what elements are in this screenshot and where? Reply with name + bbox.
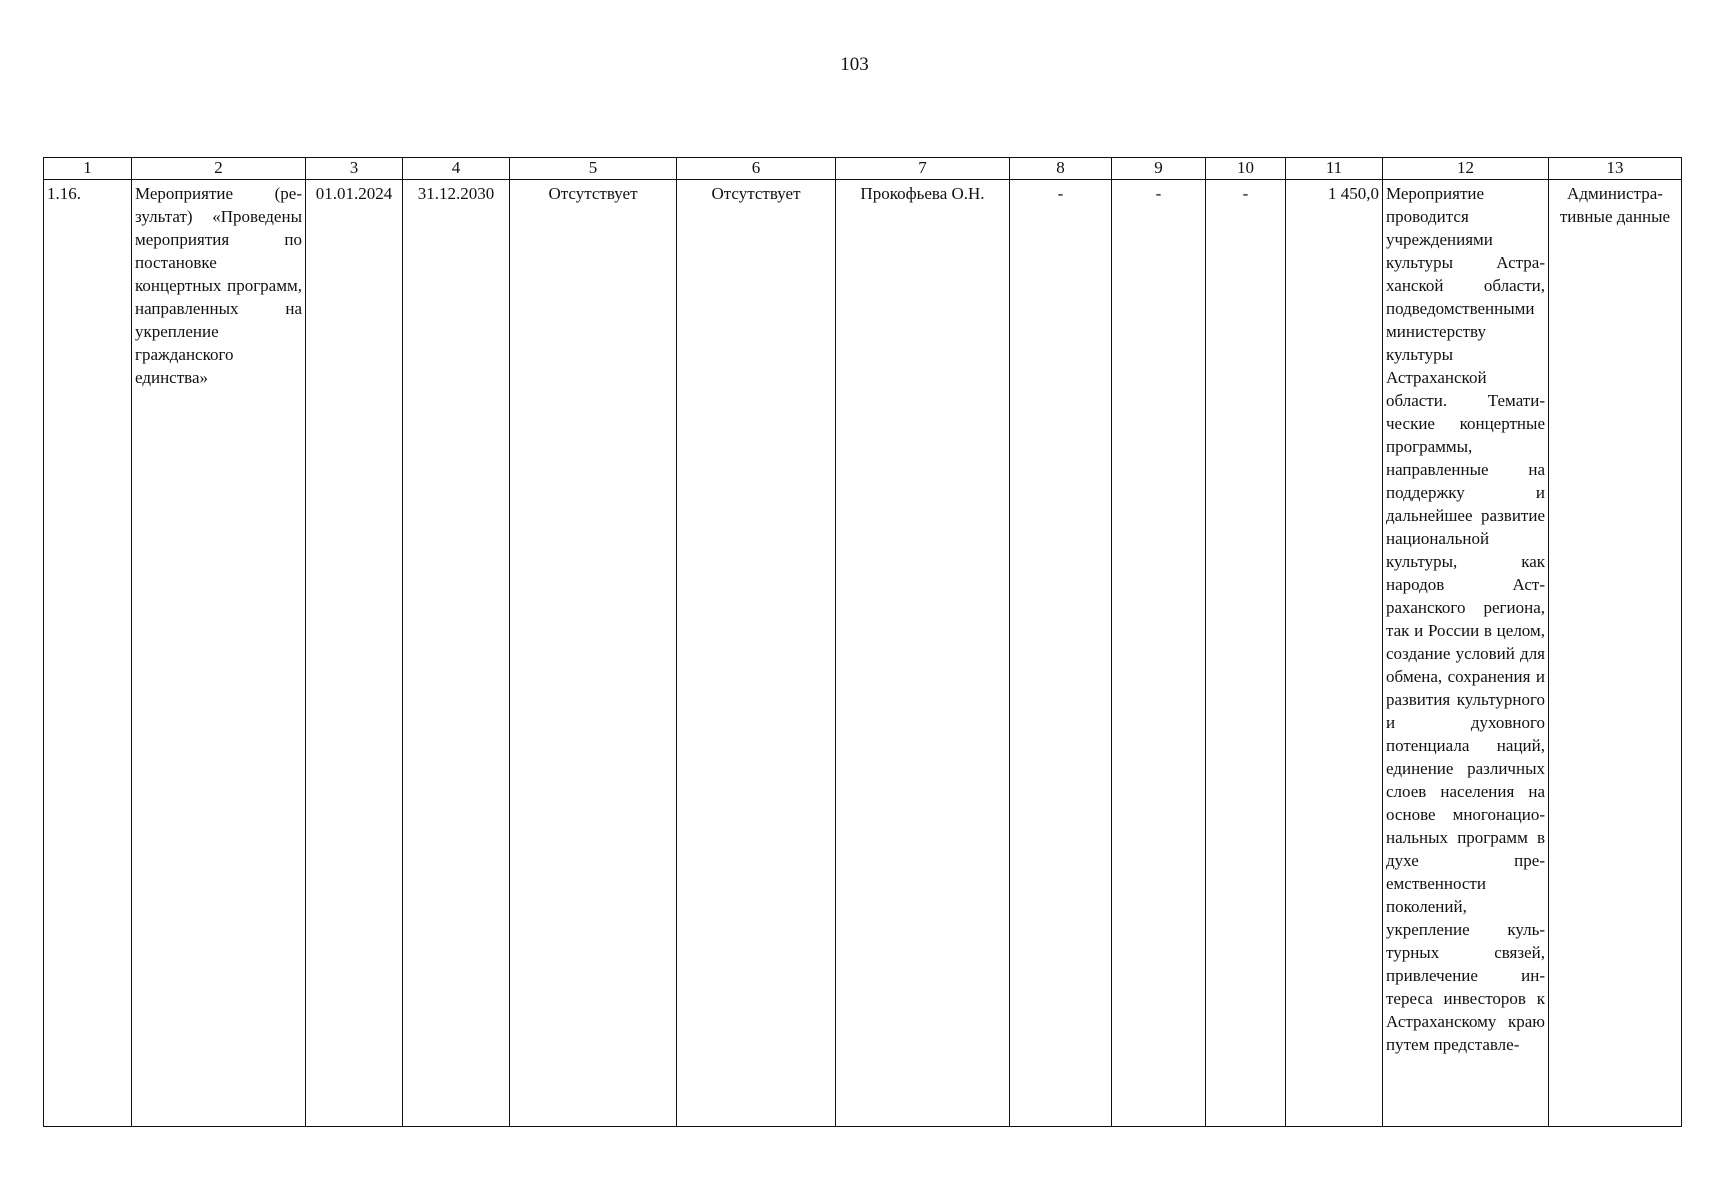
start-date: 01.01.2024 bbox=[306, 180, 403, 1127]
cell-col10: - bbox=[1206, 180, 1286, 1127]
funding-amount: 1 450,0 bbox=[1286, 180, 1383, 1127]
cell-col9: - bbox=[1112, 180, 1206, 1127]
column-header: 8 bbox=[1010, 158, 1112, 180]
cell-col8: - bbox=[1010, 180, 1112, 1127]
row-number: 1.16. bbox=[44, 180, 132, 1127]
column-header: 3 bbox=[306, 158, 403, 180]
header-row bbox=[44, 158, 1682, 180]
column-header: 12 bbox=[1383, 158, 1549, 180]
table-row bbox=[44, 180, 1682, 1127]
event-description: Мероприятие проводится учреждениями культуры Астраханской области, подведомственными министерству культуры Астраханской области. Тематические концертные программы, направленные на поддержку и дальнейшее развитие национальной культуры, как народов Астраханского региона, так и России в целом, создание условий для обмена, сохранения и развития культурного и духовного потенциала наций, единение различных слоев населения на основе многонациональных программ в духе преемственности поколений, укрепление культурных связей, привлечение интереса инвесторов к Астраханскому краю путем представле- bbox=[1383, 180, 1549, 1127]
column-header: 6 bbox=[677, 158, 836, 180]
column-header: 10 bbox=[1206, 158, 1286, 180]
program-table bbox=[43, 157, 1682, 1127]
column-header: 7 bbox=[836, 158, 1010, 180]
column-header: 2 bbox=[132, 158, 306, 180]
column-header: 4 bbox=[403, 158, 510, 180]
column-header: 11 bbox=[1286, 158, 1383, 180]
column-header: 1 bbox=[44, 158, 132, 180]
column-header: 13 bbox=[1549, 158, 1682, 180]
data-source: Административные данные bbox=[1549, 180, 1682, 1127]
responsible-person: Прокофьева О.Н. bbox=[836, 180, 1010, 1127]
cell-col5: Отсутствует bbox=[510, 180, 677, 1127]
column-header: 9 bbox=[1112, 158, 1206, 180]
cell-col6: Отсутствует bbox=[677, 180, 836, 1127]
page-number: 103 bbox=[840, 54, 869, 75]
column-header: 5 bbox=[510, 158, 677, 180]
event-name: Мероприятие (результат) «Проведены мероприятия по постановке концертных программ, направленных на укрепление гражданского единства» bbox=[132, 180, 306, 1127]
end-date: 31.12.2030 bbox=[403, 180, 510, 1127]
